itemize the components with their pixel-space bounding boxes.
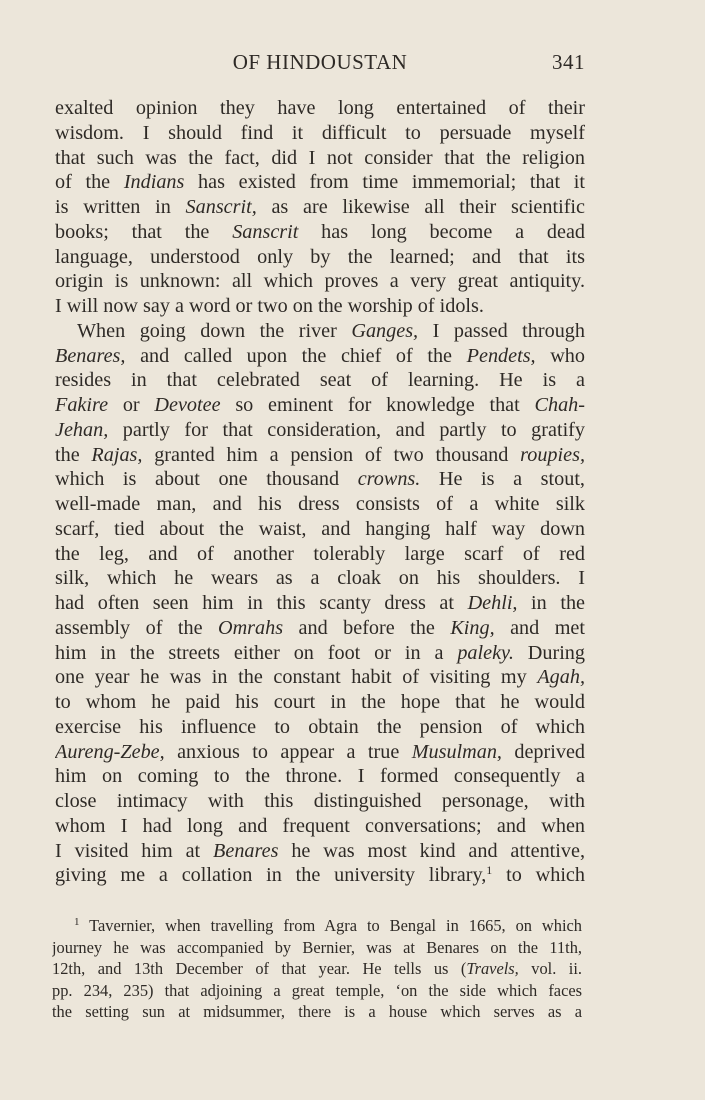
text-segment: and met (494, 616, 585, 639)
text-line (55, 863, 585, 888)
text-line (55, 368, 585, 393)
footnote-line (52, 980, 582, 1002)
text-segment: has existed from time immemorial; that it (184, 171, 585, 194)
text-segment: Tavernier, when travelling from Agra to Bengal in 1665, on which (79, 916, 582, 935)
running-head: OF HINDOUSTAN (232, 50, 408, 74)
italic-text: Benares, (55, 344, 126, 367)
text-line (55, 319, 585, 344)
text-line (55, 146, 585, 171)
italic-text: King, (450, 616, 495, 639)
text-line (55, 690, 585, 715)
italic-text: Benares (213, 839, 279, 862)
text-segment: one year he was in the constant habit of visiting my (55, 666, 538, 689)
italic-text: Travels, (466, 959, 519, 979)
text-segment: vol. ii. (518, 959, 582, 979)
footnote-line (52, 958, 582, 980)
footnotes (52, 915, 582, 1023)
italic-text: Aureng-Zebe, (55, 740, 165, 763)
text-segment: well-made man, and his dress consists of a white silk (55, 493, 585, 515)
text-segment: wisdom. I should find it difficult to persuade myself (55, 121, 585, 144)
text-segment: had often seen him in this scanty dress at (55, 592, 468, 614)
text-line (55, 641, 585, 666)
italic-text: Agah, (537, 666, 585, 689)
italic-text: Dehli, (467, 592, 518, 614)
text-line (55, 715, 585, 740)
text-line (55, 418, 585, 443)
page-number: 341 (552, 50, 585, 74)
text-segment: to whom he paid his court in the hope that he would (55, 691, 585, 713)
text-line (55, 344, 585, 369)
text-segment: I passed through (418, 319, 585, 342)
italic-text: Sanscrit (232, 220, 299, 243)
text-segment: exalted opinion they have long entertained of their (55, 97, 585, 119)
text-segment: pp. 234, 235) that adjoining a great temple, ‘on the side which faces (52, 980, 582, 1000)
text-segment: scarf, tied about the waist, and hanging half way down (55, 517, 585, 540)
text-segment: him on coming to the throne. I formed consequently a (55, 765, 585, 788)
text-line (55, 566, 585, 591)
text-segment: giving me a collation in the university library, (55, 864, 487, 887)
text-line (55, 665, 585, 690)
text-segment: 12th, and 13th December of that year. He tells us ( (52, 959, 467, 979)
text-line (55, 170, 585, 195)
text-segment: granted him a pension of two thousand (142, 443, 521, 466)
text-segment: has long become a dead (298, 220, 585, 243)
text-segment: anxious to appear a true (164, 740, 412, 763)
italic-text: Jehan, (55, 418, 109, 441)
text-segment: the leg, and of another tolerably large scarf of red (55, 542, 585, 565)
text-segment: who (535, 344, 585, 367)
text-segment: the setting sun at midsummer, there is a house which serves as a (52, 1002, 582, 1022)
text-segment: whom I had long and frequent conversations; and when (55, 814, 585, 837)
text-line (55, 121, 585, 146)
text-segment: I visited him at (55, 839, 214, 862)
footnote-marker: 1 (74, 916, 80, 928)
italic-text: roupies, (520, 443, 585, 466)
text-segment: to which (492, 864, 585, 887)
text-line (55, 740, 585, 765)
text-line (55, 839, 585, 864)
text-segment: partly for that consideration, and partly to gratify (108, 418, 585, 441)
text-line (55, 814, 585, 839)
italic-text: paleky. (457, 641, 514, 664)
text-segment: books; that the (55, 220, 233, 243)
text-segment: and called upon the chief of the (125, 344, 467, 367)
text-line (55, 245, 585, 270)
footnote-line (52, 1001, 582, 1023)
italic-text: crowns. (357, 468, 421, 491)
text-segment: he was most kind and attentive, (278, 839, 585, 862)
text-line (55, 591, 585, 616)
page-header (55, 50, 585, 80)
text-line (55, 294, 585, 319)
text-segment: journey he was accompanied by Bernier, was at Benares on the 11th, (52, 937, 582, 957)
text-segment: exercise his influence to obtain the pension of which (55, 715, 585, 738)
text-line (55, 492, 585, 517)
footnote-marker: 1 (486, 863, 493, 878)
body-text (55, 96, 585, 888)
text-segment: so eminent for knowledge that (220, 394, 535, 416)
footnote-line (52, 937, 582, 959)
text-line (55, 220, 585, 245)
text-line (55, 467, 585, 492)
text-segment: origin is unknown: all which proves a very great antiquity. (55, 270, 585, 293)
text-segment: is written in (55, 196, 186, 218)
text-line (55, 616, 585, 641)
text-segment: He is a stout, (420, 468, 585, 491)
text-segment: When going down the river (77, 319, 352, 342)
italic-text: Devotee (154, 394, 221, 416)
text-segment: resides in that celebrated seat of learning. He is a (55, 369, 585, 392)
text-segment: language, understood only by the learned; and that its (55, 245, 585, 268)
text-segment: assembly of the (55, 616, 219, 639)
text-line (55, 96, 585, 121)
italic-text: Rajas, (91, 443, 143, 466)
text-segment: of the (55, 171, 124, 194)
text-line (55, 269, 585, 294)
italic-text: Ganges, (351, 319, 419, 342)
text-line (55, 517, 585, 542)
text-segment: him in the streets either on foot or in a (55, 641, 458, 664)
text-line (55, 195, 585, 220)
text-line (55, 393, 585, 418)
italic-text: Chah- (534, 394, 585, 416)
text-segment: During (513, 641, 585, 664)
text-segment: I will now say a word or two on the worship of idols. (55, 295, 484, 317)
text-segment: that such was the fact, did I not consider that the religion (55, 146, 585, 169)
italic-text: Musulman, (411, 740, 502, 763)
italic-text: Pendets, (466, 344, 536, 367)
italic-text: Sanscrit, (185, 196, 257, 218)
text-segment: or (108, 394, 155, 416)
text-segment: and before the (283, 616, 451, 639)
text-segment: close intimacy with this distinguished personage, with (55, 790, 585, 812)
text-segment: in the (517, 592, 585, 614)
text-line (55, 542, 585, 567)
text-segment: deprived (501, 740, 585, 763)
text-segment: the (55, 443, 92, 466)
text-line (55, 789, 585, 814)
italic-text: Fakire (55, 394, 109, 416)
footnote-line (52, 915, 582, 937)
text-segment: which is about one thousand (55, 468, 358, 491)
text-line (55, 764, 585, 789)
text-segment: silk, which he wears as a cloak on his shoulders. I (55, 567, 585, 590)
text-segment: as are likewise all their scientific (256, 196, 585, 218)
italic-text: Omrahs (218, 616, 284, 639)
text-line (55, 443, 585, 468)
italic-text: Indians (123, 171, 185, 194)
